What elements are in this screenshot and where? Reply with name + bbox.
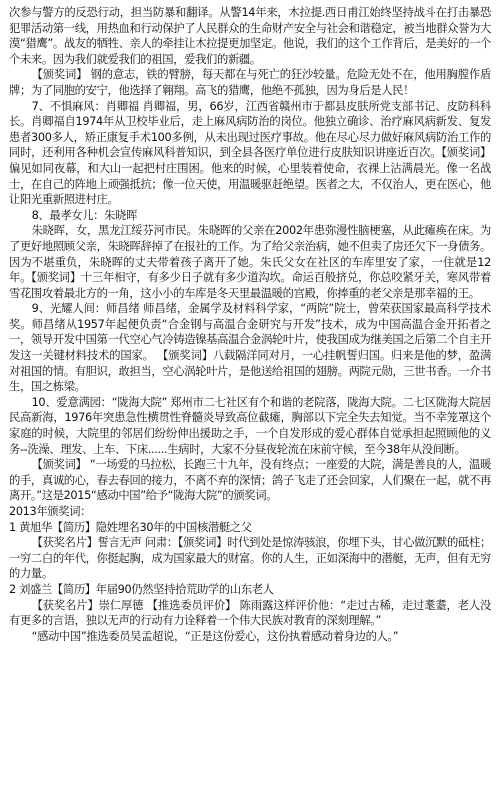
paragraph-continuation: 次参与警方的反恐行动，担当防暴和翻译。从警14年来，木拉提.西日甫江始终坚持战斗在打击暴恐犯罪活动第一线，用热血和行动保护了人民群众的生命财产安全与社会和谐稳定，被当地群众誉为大漠“猎鹰”。战友的牺牲、亲人的牵挂让木拉提更加坚定。他说，我们的这个工作背后，是美好的一个个未来。因为我们就爱我们的祖国，爱我们的新疆。: [9, 6, 491, 66]
honoree-9-paragraph: 9、光耀人间：师昌绪 师昌绪，金属学及材料科学家，“两院”院士，曾荣获国家最高科学技术奖。师昌绪从1957年起便负责“合金钢与高温合金研究与开发”技术，成为中国高温合金开拓者之一，领导开发中国第一代空心气冷铸造镍基高温合金涡轮叶片，使我国成为继美国之后第二个自主开发这一关键材料技术的国家。 【颁奖词】八载隔洋同对月，一心挂帆誓归国。归来是他的梦，盈满对祖国的情。有胆识，敢担当，空心涡轮叶片，是他送给祖国的翅膀。两院元勋，三世书香。一介书生，国之栋梁。: [9, 302, 491, 394]
honoree-10-citation: 【颁奖词】 “一场爱的马拉松，长跑三十九年，没有终点；一座爱的大院，满是善良的人，温暖的手，真诚的心，春去春回的接力，不离不弃的深情；鸽子飞走了还会回家，人们聚在一起，就不再离开。”这是2015“感动中国”给予“陇海大院”的颁奖词。: [9, 458, 491, 503]
honoree-10-paragraph: 10、爱意满园：“陇海大院” 郑州市二七社区有个和谐的老院落，陇海大院。二七区陇海大院居民高新海，1976年突患急性横贯性脊髓炎导致高位截瘫，胸部以下完全失去知觉。当不幸笼罩这个家庭的时候，大院里的邻居们纷纷伸出援助之手，一个自发形成的爱心群体自觉承担起照顾他的义务--洗澡、理发、上车、下床......生病时，大家不分昼夜轮流在床前守候，至今38年从没间断。: [9, 395, 491, 456]
award-citation-paragraph: 【颁奖词】 钢的意志，铁的臂膀，每天都在与死亡的狂沙较量。危险无处不在，他用胸膛作盾牌；为了同胞的安宁，他选择了翱翔。高飞的猎鹰，他绝不孤独，因为身后是人民！: [9, 68, 491, 97]
honoree-2013-2-title: 2 刘盛兰【简历】年届90仍然坚持拾荒助学的山东老人: [9, 582, 274, 596]
section-heading-2013: 2013年颁奖词：: [9, 505, 92, 518]
honoree-2013-2-evaluation: 【获奖名片】崇仁厚德 【推选委员评价】 陈雨露这样评价他：“走过古稀，走过耄耋，老人没有更多的言语，独以无声的行动有力诠释着一个伟大民族对教育的深刻理解。”: [9, 598, 491, 628]
honoree-2013-2-quote: “感动中国”推选委员吴孟超说，“正是这份爱心，这份执着感动着身边的人。”: [31, 629, 399, 643]
honoree-8-heading: 8、最孝女儿：朱晓晖: [31, 208, 137, 222]
honoree-2013-1-citation: 【获奖名片】誓言无声 问肃：【颁奖词】时代到处是惊涛骇浪，你埋下头，甘心做沉默的砥柱；一穷二白的年代，你挺起胸，成为国家最大的财富。你的人生，正如深海中的潜艇，无声，但有无穷的力量。: [9, 536, 491, 581]
honoree-7-paragraph: 7、不惧麻风：肖卿福 肖卿福，男，66岁，江西省赣州市于都县皮肤所党支部书记、皮防科科长。肖卿福自1974年从卫校毕业后，走上麻风病防治的岗位。他独立确诊、治疗麻风病新发、复发患者300多人，矫正康复手术100多例，从未出现过医疗事故。他在尽心尽力做好麻风病防治工作的同时，还利用各种机会宣传麻风科普知识，到全县各医疗单位进行皮肤知识讲座近百次。【颁奖词】偏见如同夜幕，和大山一起把村庄围困。他来的时候，心里装着使命，衣裸上沾满晨光。像一名战士，在自己的阵地上顽强抵抗；像一位天使，用温暖驱赶绝望。医者之大，不仅治人，更在医心，他让阳光重新照进村庄。: [9, 99, 491, 207]
honoree-2013-1-title: 1 黄旭华【简历】隐姓埋名30年的中国核潜艇之父: [9, 520, 252, 534]
honoree-8-paragraph: 朱晓晖，女，黑龙江绥芬河市民。朱晓晖的父亲在2002年患弥漫性脑梗塞，从此瘫痪在床。为了更好地照顾父亲，朱晓晖辞掉了在报社的工作。为了给父亲治病，她不但卖了房还欠下一身债务。因为不堪重负，朱晓晖的丈夫带着孩子离开了她。朱氏父女在社区的车库里安了家，一住就是12年。【颁奖词】十三年相守，有多少日子就有多少道沟坎。命运百般挤兑，你总咬紧牙关，寒风带着雪花围攻着最北方的一角，这小小的车库是冬天里最温暖的宫殿，你捧重的老父亲是那幸福的王。: [9, 224, 491, 300]
